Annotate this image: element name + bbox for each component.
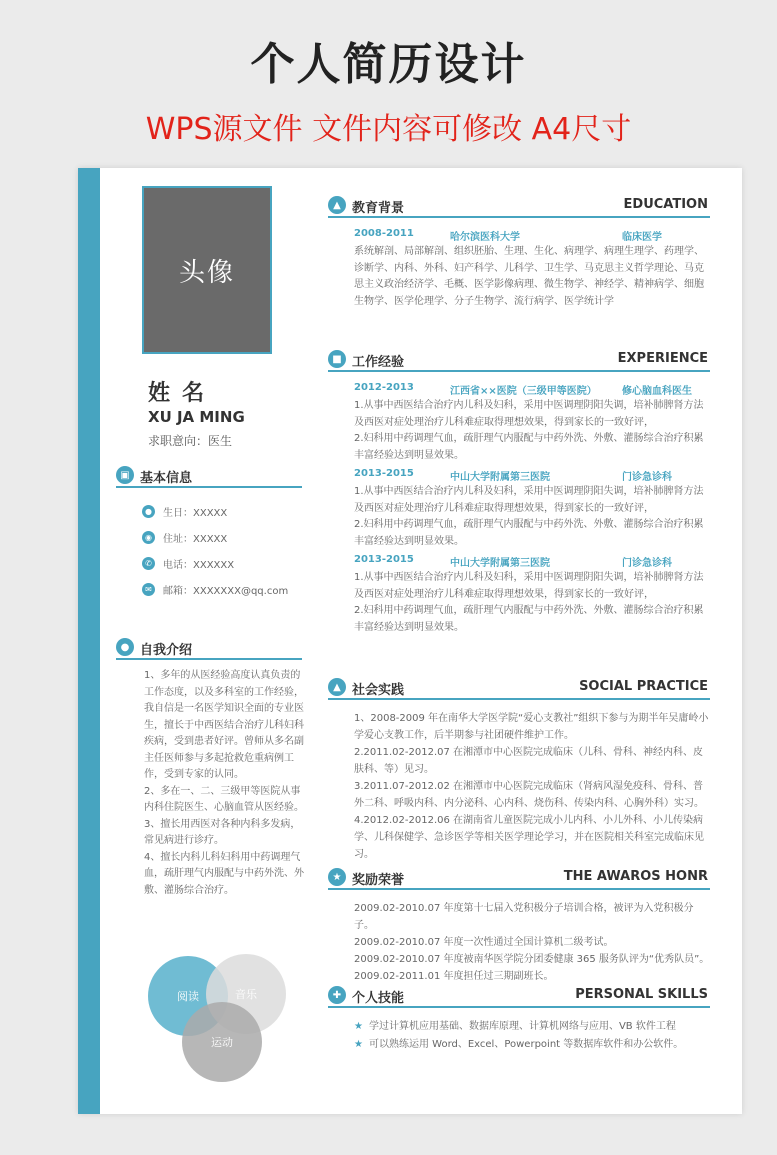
resume-paper <box>78 168 742 1114</box>
star-icon: ★ <box>354 1039 363 1050</box>
education-row <box>354 228 710 244</box>
social-item: 3.2011.07-2012.02 在湘潭市中心医院完成临床（肾病风湿免疫科、骨科、普外二科、呼吸内科、内分泌科、心内科、烧伤科、传染内科、心胸外科）实习。 <box>354 781 704 809</box>
basic-info-title: 基本信息 <box>140 471 193 486</box>
experience-header <box>328 350 710 372</box>
experience-line: 2.妇科用中药调理气血，疏肝理气内服配与中药外洗、外敷、灌肠综合治疗积累丰富经验达到明显效果。 <box>354 433 704 461</box>
experience-line: 1.从事中西医结合治疗内儿科及妇科，采用中医调理阴阳失调，培补肺脾肾方法及西医对症处理治疗儿科难症取得理想效果，得到家长的一致好评， <box>354 400 704 428</box>
location-icon: ◉ <box>142 531 155 544</box>
social-list <box>354 710 710 863</box>
experience-line: 2.妇科用中药调理气血，疏肝理气内服配与中药外洗、外敷、灌肠综合治疗积累丰富经验达到明显效果。 <box>354 605 704 633</box>
basic-info-item <box>142 576 312 602</box>
experience-row <box>354 554 710 570</box>
experience-role: 门诊急诊科 <box>622 472 672 483</box>
name-en: XU JA MING <box>148 408 245 426</box>
experience-item <box>354 554 710 636</box>
name-cn: 姓名 <box>148 381 217 406</box>
experience-line: 2.妇科用中药调理气血，疏肝理气内服配与中药外洗、外敷、灌肠综合治疗积累丰富经验达到明显效果。 <box>354 519 704 547</box>
experience-item <box>354 468 710 550</box>
skills-list <box>354 1018 710 1054</box>
awards-title-en: THE AWAROS HONR <box>563 869 708 884</box>
social-title: 社会实践 <box>352 683 405 698</box>
award-item: 2009.02-2010.07 年度一次性通过全国计算机二级考试。 <box>354 937 614 948</box>
hobby-reading: 阅读 <box>177 990 199 1003</box>
flag-icon: ▲ <box>328 678 346 696</box>
experience-period: 2012-2013 <box>354 382 414 393</box>
experience-line: 1.从事中西医结合治疗内儿科及妇科，采用中医调理阴阳失调，培补肺脾肾方法及西医对症处理治疗儿科难症取得理想效果，得到家长的一致好评， <box>354 572 704 600</box>
awards-title: 奖励荣誉 <box>352 873 405 888</box>
intro-paragraph: 1、多年的从医经验高度认真负责的工作态度，以及多科室的工作经验，我自信是一名医学知识全面的专业医生，擅长于中西医结合治疗儿科妇科疾病，受到患者好评。曾师从多名副主任医师参与多起抢救危重病例工作，受到专家的认同。 <box>144 670 304 780</box>
skill-item <box>354 1018 710 1036</box>
basic-info-item <box>142 524 312 550</box>
experience-org: 江西省××医院（三级甲等医院） <box>450 386 597 397</box>
skill-text: 学过计算机应用基础、数据库原理、计算机网络与应用、VB 软件工程 <box>368 1021 676 1032</box>
basic-info-header <box>116 466 302 488</box>
skills-title: 个人技能 <box>352 991 405 1006</box>
basic-info-text: 电话：XXXXXX <box>163 559 235 571</box>
briefcase-icon: ■ <box>328 350 346 368</box>
accent-side-bar <box>78 168 100 1114</box>
education-school: 哈尔滨医科大学 <box>450 232 520 243</box>
experience-org: 中山大学附属第三医院 <box>450 558 550 569</box>
experience-item <box>354 382 710 464</box>
social-item: 1、2008-2009 年在南华大学医学院“爱心支教社”组织下参与为期半年吴庸岭小学爱心支教工作，后半期参与社团硬件维护工作。 <box>354 713 709 741</box>
basic-info-list <box>142 498 312 602</box>
trophy-icon: ★ <box>328 868 346 886</box>
social-item: 4.2012.02-2012.06 在湖南省儿童医院完成小儿内科、小儿外科、小儿传染病学、儿科保健学、急诊医学等相关医学理论学习，并在医院相关科室完成临床见习。 <box>354 815 704 860</box>
intro-title: 自我介绍 <box>140 643 193 658</box>
skills-header <box>328 986 710 1008</box>
experience-org: 中山大学附属第三医院 <box>450 472 550 483</box>
social-title-en: SOCIAL PRACTICE <box>579 679 708 694</box>
star-icon: ★ <box>354 1021 363 1032</box>
social-header <box>328 678 710 700</box>
person-icon: ● <box>142 505 155 518</box>
award-item: 2009.02-2010.07 年度第十七届入党积极分子培训合格，被评为入党积极分子。 <box>354 903 694 931</box>
banner-title: 个人简历设计 <box>250 39 527 90</box>
experience-period: 2013-2015 <box>354 554 414 565</box>
awards-header <box>328 868 710 890</box>
education-major: 临床医学 <box>622 232 662 243</box>
education-body <box>354 228 710 310</box>
award-item: 2009.02-2011.01 年度担任过三期副班长。 <box>354 971 554 982</box>
experience-role: 门诊急诊科 <box>622 558 672 569</box>
education-header <box>328 196 710 218</box>
job-intent: 求职意向：医生 <box>148 434 233 448</box>
education-title-en: EDUCATION <box>623 197 708 212</box>
experience-row <box>354 468 710 484</box>
hobby-sports: 运动 <box>211 1036 233 1049</box>
basic-info-text: 住址：XXXXX <box>163 533 228 545</box>
experience-row <box>354 382 710 398</box>
basic-info-item <box>142 498 312 524</box>
banner-subtitle: WPS源文件 文件内容可修改 A4尺寸 <box>145 112 632 147</box>
intro-paragraph: 4、擅长内科儿科妇科用中药调理气血，疏肝理气内服配与中药外洗、外敷、灌肠综合治疗。 <box>144 851 304 896</box>
award-item: 2009.02-2010.07 年度被南华医学院分团委健康 365 服务队评为“优秀队员”。 <box>354 954 710 965</box>
experience-list <box>354 382 710 640</box>
education-title: 教育背景 <box>352 201 405 216</box>
id-card-icon: ▣ <box>116 466 134 484</box>
basic-info-item <box>142 550 312 576</box>
wrench-icon: ✚ <box>328 986 346 1004</box>
education-period: 2008-2011 <box>354 228 414 239</box>
skills-title-en: PERSONAL SKILLS <box>575 987 708 1002</box>
graduation-cap-icon: ▲ <box>328 196 346 214</box>
basic-info-text: 邮箱：XXXXXXX@qq.com <box>163 585 289 597</box>
awards-list <box>354 900 710 985</box>
skill-item <box>354 1036 710 1054</box>
intro-text <box>144 668 304 899</box>
photo-label: 头像 <box>178 257 235 288</box>
people-icon: ● <box>116 638 134 656</box>
intro-paragraph: 3、擅长用西医对各种内科多发病，常见病进行诊疗。 <box>144 818 301 846</box>
experience-title: 工作经验 <box>352 355 405 370</box>
experience-title-en: EXPERIENCE <box>617 351 708 366</box>
hobby-music: 音乐 <box>235 988 257 1001</box>
experience-role: 修心脑血科医生 <box>622 386 692 397</box>
hobby-circle-sports <box>182 1002 262 1082</box>
social-item: 2.2011.02-2012.07 在湘潭市中心医院完成临床（儿科、骨科、神经内科、皮肤科、等）见习。 <box>354 747 704 775</box>
basic-info-text: 生日：XXXXX <box>163 507 228 519</box>
phone-icon: ✆ <box>142 557 155 570</box>
education-desc: 系统解剖、局部解剖、组织胚胎、生理、生化、病理学、病理生理学、药理学、诊断学、内科、外科、妇产科学、儿科学、卫生学、马克思主义哲学理论、马克思主义政治经济学、毛概、医学影像病理、微生物学、神经学、精神病学、细胞生物学、医学伦理学、分子生物学、流行病学、医学统计学 <box>354 246 704 307</box>
intro-paragraph: 2、多在一、二、三级甲等医院从事内科住院医生、心脑血管从医经验。 <box>144 785 304 813</box>
mail-icon: ✉ <box>142 583 155 596</box>
photo-placeholder[interactable] <box>142 186 272 354</box>
experience-line: 1.从事中西医结合治疗内儿科及妇科，采用中医调理阴阳失调，培补肺脾肾方法及西医对症处理治疗儿科难症取得理想效果，得到家长的一致好评， <box>354 486 704 514</box>
experience-period: 2013-2015 <box>354 468 414 479</box>
intro-header <box>116 638 302 660</box>
skill-text: 可以熟练运用 Word、Excel、Powerpoint 等数据库软件和办公软件。 <box>368 1039 684 1050</box>
